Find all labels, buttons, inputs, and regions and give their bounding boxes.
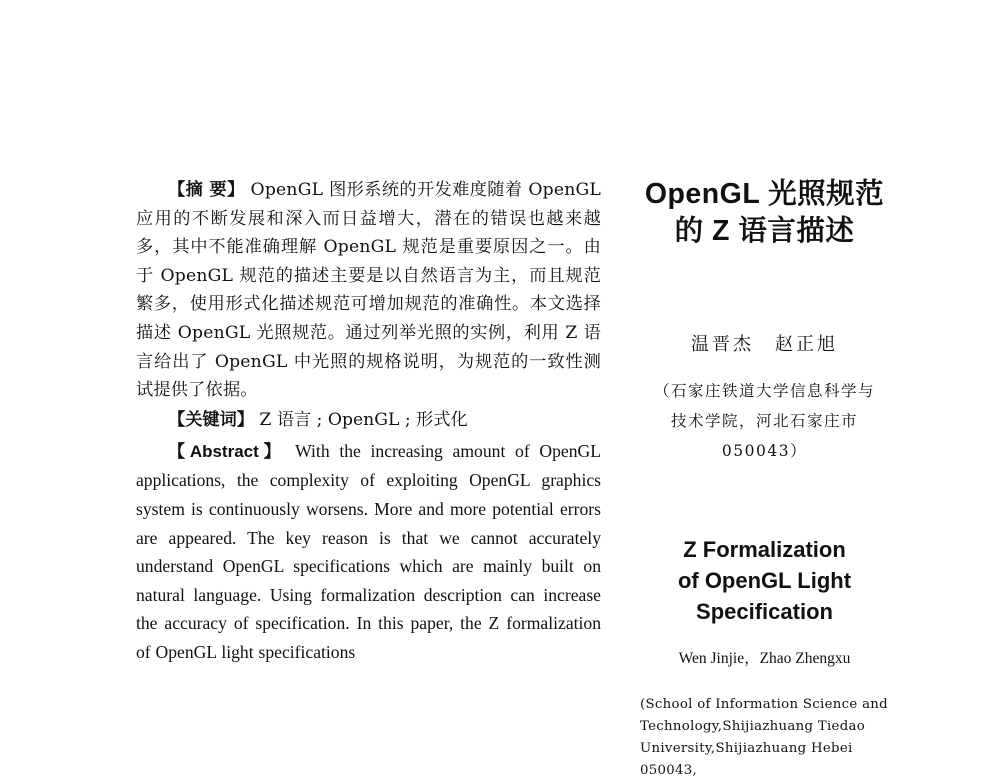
abstract-en-text: With the increasing amount of OpenGL applications, the complexity of exploiting OpenGL graphics system is continuously worsens. More and more potential errors are appeared. The key reason is that we cannot accurately understand OpenGL specifications which are mainly built on natural language. Using formalization description can increase the accuracy of specification. In this paper, the Z formalization of OpenGL light specifications <box>136 440 601 662</box>
title-en-line-1: Z Formalization <box>683 537 846 562</box>
title-cn-line-2: 的 Z 语言描述 <box>674 215 855 247</box>
paper-title-cn <box>632 176 897 250</box>
affiliation-cn-line-3: 050043） <box>721 442 808 460</box>
keywords-text: Z 语言 ; OpenGL ; 形式化 <box>253 409 468 430</box>
affiliation-en-line-2: Technology,Shijiazhuang Tiedao <box>640 719 866 734</box>
title-cn-line-1: OpenGL 光照规范 <box>644 178 885 210</box>
paper-title-en <box>632 534 897 627</box>
affiliation-en <box>632 694 897 782</box>
abstract-cn-text: OpenGL 图形系统的开发难度随着 OpenGL 应用的不断发展和深入而日益增大，潜在的错误也越来越多，其中不能准确理解 OpenGL 规范是重要原因之一。由于 OpenGL 规范的描述主要是以自然语言为主，而且规范繁多，使用形式化描述规范可增加规范的准确性。本文选择描述 OpenGL 光照规范。通过列举光照的实例，利用 Z 语言给出了 OpenGL 中光照的规格说明，为规范的一致性测试提供了依据。 <box>136 180 602 401</box>
abstract-en-label: 【Abstract】 <box>168 441 286 461</box>
title-en-line-2: of OpenGL Light <box>677 568 852 593</box>
affiliation-cn-line-2: 技术学院，河北石家庄市 <box>670 412 858 430</box>
authors-en: Wen Jinjie，Zhao Zhengxu <box>678 650 851 667</box>
affiliation-en-line-1: (School of Information Science and <box>640 697 888 712</box>
left-column <box>136 176 601 667</box>
abstract-cn <box>136 176 601 405</box>
authors-cn: 温晋杰 赵正旭 <box>691 334 838 355</box>
keywords <box>136 405 601 435</box>
right-column <box>632 176 897 782</box>
abstract-en <box>136 437 601 667</box>
title-en-line-3: Specification <box>696 599 833 624</box>
keywords-label: 【关键词】 <box>168 409 254 430</box>
affiliation-cn <box>632 376 897 466</box>
abstract-cn-label: 【摘 要】 <box>168 180 245 200</box>
affiliation-en-line-3: University,Shijiazhuang Hebei 050043, <box>640 741 853 778</box>
affiliation-cn-line-1: （石家庄铁道大学信息科学与 <box>653 382 875 400</box>
